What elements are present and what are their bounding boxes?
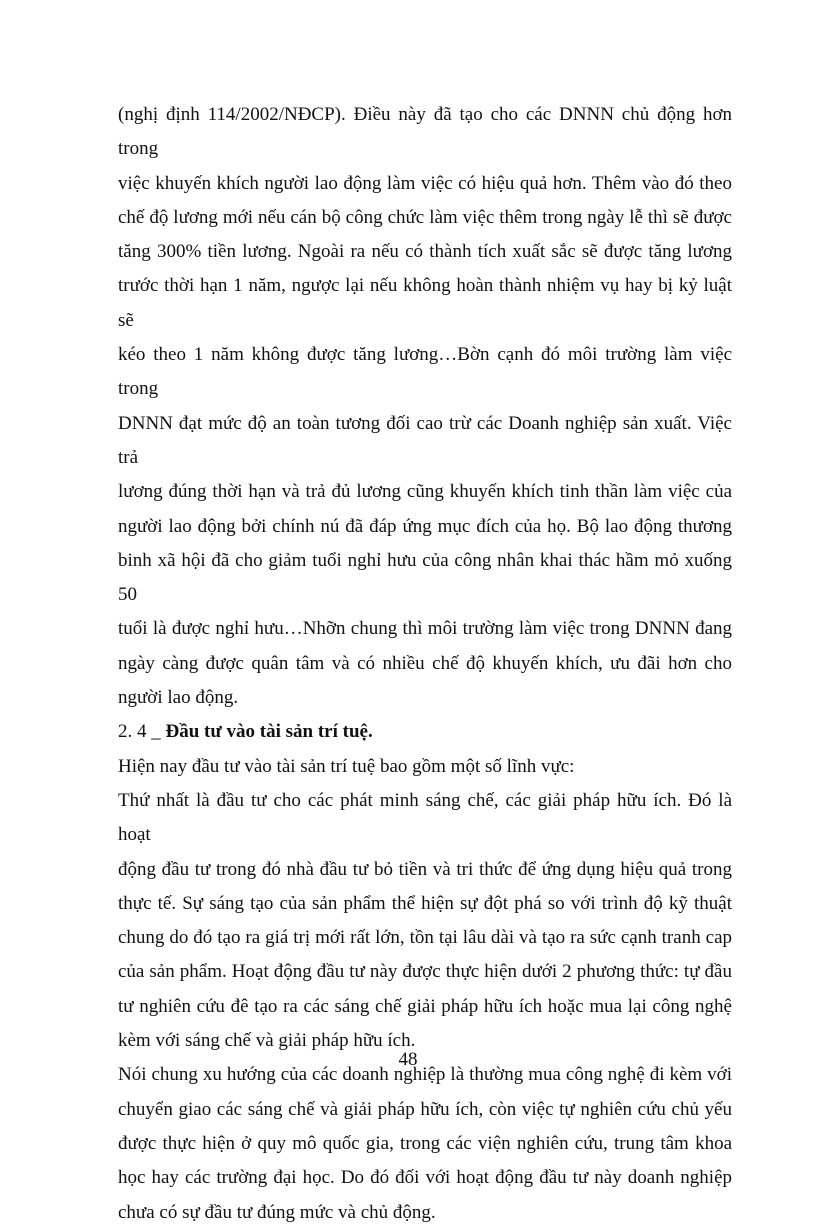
paragraph-1-line: tuổi là được nghỉ hưu…Nhỡn chung thì môi trường làm việc trong DNNN đang [118,618,732,640]
paragraph-1-line: người lao động bởi chính nú đã đáp ứng mục đích của họ. Bộ lao động thương [118,515,732,537]
paragraph-2 [118,784,732,1058]
section-number: 2. 4 _ [118,721,166,743]
paragraph-2-line: động đầu tư trong đó nhà đầu tư bỏ tiền và tri thức để ứng dụng hiệu quả trong [118,858,732,880]
paragraph-2-line: kèm với sáng chế và giải pháp hữu ích. [118,1030,416,1052]
paragraph-2-line: tư nghiên cứu đê tạo ra các sáng chế giải pháp hữu ích hoặc mua lại công nghệ [118,995,732,1017]
paragraph-1-line: (nghị định 114/2002/NĐCP). Điều này đã tạo cho các DNNN chủ động hơn trong [118,104,732,160]
paragraph-1-line: binh xã hội đã cho giảm tuổi nghỉ hưu của công nhân khai thác hầm mỏ xuống 50 [118,549,732,606]
paragraph-1-line: kéo theo 1 năm không được tăng lương…Bờn cạnh đó môi trường làm việc trong [118,344,732,400]
section-heading [118,715,732,749]
paragraph-3-line: được thực hiện ở quy mô quốc gia, trong các viện nghiên cứu, trung tâm khoa [118,1132,732,1154]
paragraph-2-line: chung do đó tạo ra giá trị mới rất lớn, tồn tại lâu dài và tạo ra sức cạnh tranh cap [118,927,732,949]
paragraph-2-line: Thứ nhất là đầu tư cho các phát minh sáng chế, các giải pháp hữu ích. Đó là hoạt [118,789,732,846]
page-number: 48 [398,1049,418,1070]
section-title: Đầu tư vào tài sản trí tuệ. [165,721,373,743]
paragraph-3 [118,1058,732,1229]
intro-line: Hiện nay đầu tư vào tài sản trí tuệ bao gồm một số lĩnh vực: [118,755,575,777]
paragraph-3-line: chuyển giao các sáng chế và giải pháp hữu ích, còn việc tự nghiên cứu chủ yếu [118,1098,732,1120]
paragraph-1-line: DNNN đạt mức độ an toàn tương đối cao trừ các Doanh nghiệp sản xuất. Việc trả [118,412,732,468]
paragraph-1-line: lương đúng thời hạn và trả đủ lương cũng khuyến khích tinh thần làm việc của [118,481,732,503]
paragraph-3-line: chưa có sự đầu tư đúng mức và chủ động. [118,1201,436,1223]
paragraph-1-line: việc khuyến khích người lao động làm việc có hiệu quả hơn. Thêm vào đó theo [118,172,732,194]
paragraph-1 [118,98,732,715]
paragraph-2-line: của sản phẩm. Hoạt động đầu tư này được thực hiện dưới 2 phương thức: tự đầu [118,961,732,983]
paragraph-3-line: học hay các trường đại học. Do đó đối với hoạt động đầu tư này doanh nghiệp [118,1167,732,1189]
paragraph-1-line: chế độ lương mới nếu cán bộ công chức làm việc thêm trong ngày lễ thì sẽ được [118,206,732,228]
paragraph-1-line: trước thời hạn 1 năm, ngược lại nếu không hoàn thành nhiệm vụ hay bị kỷ luật sẽ [118,275,732,331]
paragraph-1-line: tăng 300% tiền lương. Ngoài ra nếu có thành tích xuất sắc sẽ được tăng lương [118,241,732,263]
paragraph-2-line: thực tế. Sự sáng tạo của sản phẩm thể hiện sự đột phá so với trình độ kỹ thuật [118,892,732,914]
paragraph-1-line: ngày càng được quân tâm và có nhiều chế độ khuyến khích, ưu đãi hơn cho [118,652,732,674]
paragraph-1-line: người lao động. [118,687,239,709]
paragraph-3-line: Nói chung xu hướng của các doanh nghiệp là thường mua công nghệ đi kèm với [118,1064,732,1086]
